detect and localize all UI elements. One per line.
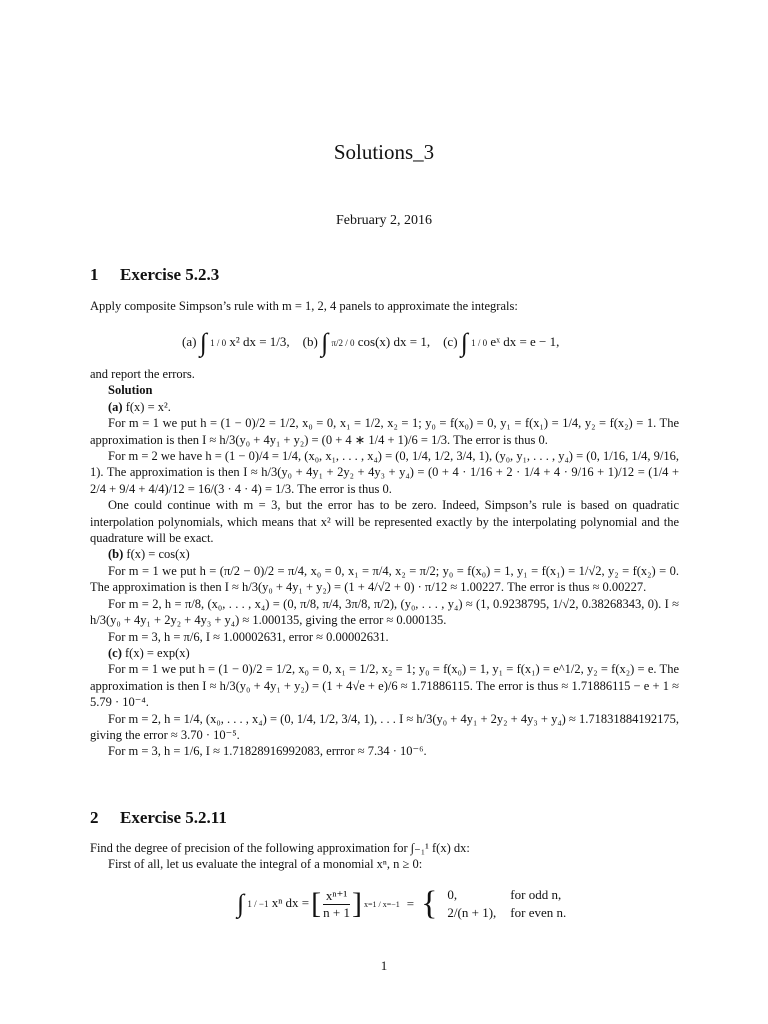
limits-b: π/2 / 0 <box>331 337 355 348</box>
eq-bracket-limits: x=1 / x=−1 <box>363 899 400 909</box>
paragraph-a2: For m = 2 we have h = (1 − 0)/4 = 1/4, (x₀, x₁, . . . , x₄) = (0, 1/4, 1/2, 3/4, 1), (y₀, y₁, . . . , y₄) = (0, 1/16, 1/4, 9/16, 1). The approximation is then I ≈ h/3(y₀ + 4y₁ + 2y₂ + 4y₃ + y₄) = (0 + 4 · 1/16 + 2 · 1/4 + 4 · 9/16 + 1)/12 = (1/4 + 2/4 + 9/4 + 4/4)/12 = 16/(3 · 4 · 4) = 1/3. The error is thus 0. <box>90 449 679 496</box>
section-heading-2 <box>90 808 227 828</box>
paragraph-s2-2: First of all, let us evaluate the integral of a monomial xⁿ, n ≥ 0: <box>108 857 423 872</box>
right-bracket-icon: ] <box>351 887 362 920</box>
part-b-func: f(x) = cos(x) <box>123 547 190 562</box>
case1-cond: for odd n, <box>510 887 562 902</box>
integral-sign-icon: ∫ <box>199 328 207 357</box>
paragraph-c3: For m = 3, h = 1/6, I ≈ 1.71828916992083, errror ≈ 7.34 · 10⁻⁶. <box>108 744 427 759</box>
part-c-heading <box>90 645 679 661</box>
eq-frac-den: n + 1 <box>323 904 350 920</box>
part-b-label: (b) <box>108 547 124 562</box>
report-text: and report the errors. <box>90 367 195 381</box>
integral-b: cos(x) dx = 1, <box>357 333 431 349</box>
part-c-label: (c) <box>108 645 122 660</box>
part-a-func: f(x) = x². <box>122 399 171 414</box>
part-a-heading <box>90 399 679 415</box>
case2-value: 2/(n + 1), <box>447 905 497 920</box>
integrals-display <box>182 328 559 358</box>
case1-value: 0, <box>447 887 458 902</box>
paragraph-a1: For m = 1 we put h = (1 − 0)/2 = 1/2, x₀ = 0, x₁ = 1/2, x₂ = 1; y₀ = f(x₀) = 0, y₁ = f(x₁) = 1/4, y₂ = f(x₂) = 1. The approximation is then I ≈ h/3(y₀ + 4y₁ + y₂) = (0 + 4 ∗ 1/4 + 1)/6 = 1/3. The error is thus 0. <box>90 416 679 447</box>
integral-sign-icon: ∫ <box>237 889 245 918</box>
eq-lhs: xⁿ dx = <box>271 894 310 910</box>
eq-cases <box>438 884 575 924</box>
intro-text: Apply composite Simpson’s rule with m = 1, 2, 4 panels to approximate the integrals: <box>90 299 518 313</box>
paragraph-s2-1: Find the degree of precision of the following approximation for ∫₋₁¹ f(x) dx: <box>90 841 470 855</box>
label-b: (b) <box>302 333 318 349</box>
label-c: (c) <box>443 333 458 349</box>
eq-frac-num: xⁿ⁺¹ <box>323 888 350 905</box>
monomial-equation <box>236 884 575 924</box>
cases-table <box>439 885 574 923</box>
document-title: Solutions_3 <box>333 140 435 164</box>
case2-cond: for even n. <box>510 905 567 920</box>
label-a: (a) <box>182 333 197 349</box>
paragraph-a3: One could continue with m = 3, but the error has to be zero. Indeed, Simpson’s rule is based on quadratic interpolation polynomials, which means that x² will be represented exactly by the interpolating polynomial and the quadrature will be exact. <box>90 498 679 546</box>
paragraph-c2: For m = 2, h = 1/4, (x₀, . . . , x₄) = (0, 1/4, 1/2, 3/4, 1), . . . I ≈ h/3(y₀ + 4y₁ + 2y₂ + 4y₃ + y₄) ≈ 1.71831884192175, giving the error ≈ 3.70 · 10⁻⁵. <box>90 711 679 742</box>
eq-equals: = <box>406 896 415 911</box>
eq-fraction <box>322 884 351 924</box>
section-2-body <box>90 840 679 873</box>
part-a-label: (a) <box>108 399 123 414</box>
section-title: Exercise 5.2.11 <box>120 808 227 827</box>
section-title: Exercise 5.2.3 <box>120 265 220 284</box>
integral-c: eˣ dx = e − 1, <box>490 333 560 349</box>
eq-limits: 1 / −1 <box>247 898 269 909</box>
equation-table <box>236 884 575 924</box>
page-number: 1 <box>380 958 388 973</box>
section-number: 1 <box>90 265 99 284</box>
document-date: February 2, 2016 <box>335 213 433 228</box>
section-heading-1 <box>90 265 219 285</box>
paragraph-b1: For m = 1 we put h = (π/2 − 0)/2 = π/4, x₀ = 0, x₁ = π/4, x₂ = π/2; y₀ = f(x₀) = 1, y₁ = f(x₁) = 1/√2, y₂ = f(x₂) = 0. The approximation is then I ≈ h/3(y₀ + 4y₁ + y₂) = (1 + 4/√2 + 0) · π/12 ≈ 1.00227. The error is thus ≈ 0.00227. <box>90 563 679 595</box>
part-c-func: f(x) = exp(x) <box>121 645 190 660</box>
integral-sign-icon: ∫ <box>460 328 468 357</box>
integral-a: x² dx = 1/3, <box>229 333 290 349</box>
part-b-heading <box>90 546 679 562</box>
section-1-intro <box>90 298 679 314</box>
integral-sign-icon: ∫ <box>321 328 329 357</box>
solution-heading: Solution <box>108 383 153 398</box>
paragraph-b3: For m = 3, h = π/6, I ≈ 1.00002631, error ≈ 0.00002631. <box>108 629 389 644</box>
paragraph-c1: For m = 1 we put h = (1 − 0)/2 = 1/2, x₀ = 0, x₁ = 1/2, x₂ = 1; y₀ = f(x₀) = 1, y₁ = f(x₁) = e^1/2, y₂ = f(x₂) = e. The approximation is then I ≈ h/3(y₀ + 4y₁ + y₂) = (1 + 4√e + e)/6 ≈ 1.71886115. The error is thus ≈ 1.71886115 − e + 1 ≈ 5.79 · 10⁻⁴. <box>90 662 679 710</box>
eq-integral-cell <box>236 884 310 924</box>
paragraph-b2: For m = 2, h = π/8, (x₀, . . . , x₄) = (0, π/8, π/4, 3π/8, π/2), (y₀, . . . , y₄) ≈ (1, 0.9238795, 1/√2, 0.38268343, 0). I ≈ h/3(y₀ + 4y₁ + 2y₂ + 4y₃ + y₄) ≈ 1.000135, giving the error ≈ 0.000135. <box>90 596 679 628</box>
limits-c: 1 / 0 <box>471 337 488 348</box>
section-1-solution <box>90 366 679 760</box>
left-bracket-icon: [ <box>311 887 322 920</box>
left-brace-icon: { <box>421 885 438 922</box>
section-number: 2 <box>90 808 99 827</box>
limits-a: 1 / 0 <box>210 337 227 348</box>
